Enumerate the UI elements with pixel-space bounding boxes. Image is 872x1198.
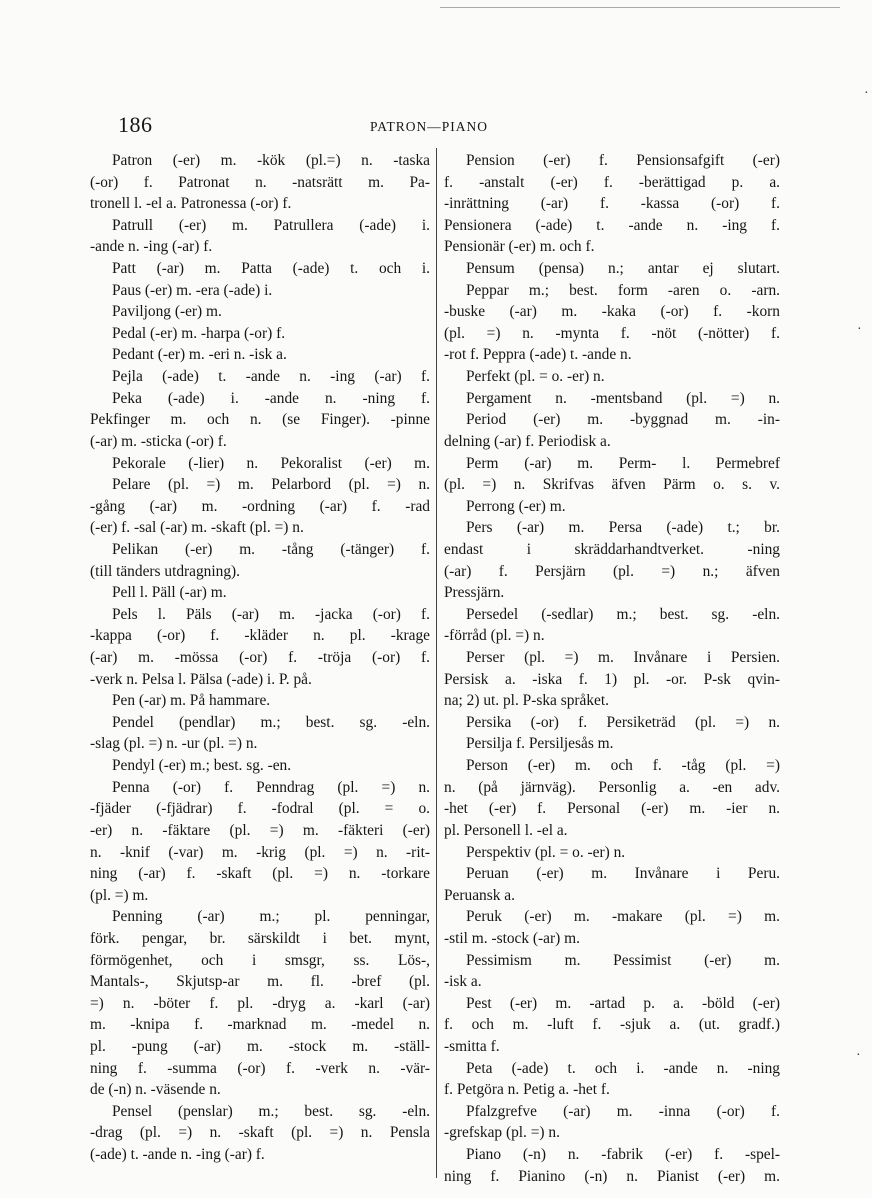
- dictionary-line: (pl. =) n. Skrifvas äfven Pärm o. s. v.: [444, 476, 780, 494]
- dictionary-line: -verk n. Pelsa l. Pälsa (-ade) i. P. på.: [90, 670, 312, 688]
- dictionary-line: pl. -pung (-ar) m. -stock m. -ställ-: [90, 1037, 430, 1055]
- dictionary-line: Pendyl (-er) m.; best. sg. -en.: [112, 757, 292, 775]
- dictionary-line: -drag (pl. =) n. -skaft (pl. =) n. Pensla: [90, 1124, 430, 1142]
- dictionary-line: Peruansk a.: [444, 886, 515, 904]
- dictionary-line: Persilja f. Persiljesås m.: [466, 735, 614, 753]
- dictionary-line: Period (-er) m. -byggnad m. -in-: [466, 411, 780, 429]
- dictionary-line: pl. Personell l. -el a.: [444, 821, 568, 839]
- margin-speck: ·: [857, 322, 862, 337]
- dictionary-line: -gång (-ar) m. -ordning (-ar) f. -rad: [90, 497, 430, 515]
- dictionary-line: Pessimism m. Pessimist (-er) m.: [466, 951, 780, 969]
- dictionary-line: -slag (pl. =) n. -ur (pl. =) n.: [90, 735, 258, 753]
- dictionary-line: endast i skräddarhandtverket. -ning: [444, 540, 780, 558]
- dictionary-line: (-ar) f. Persjärn (pl. =) n.; äfven: [444, 562, 780, 580]
- dictionary-line: -stil m. -stock (-ar) m.: [444, 929, 580, 947]
- top-rule: [440, 7, 840, 8]
- dictionary-line: (pl. =) n. -mynta f. -nöt (-nötter) f.: [444, 324, 780, 342]
- dictionary-line: Patrull (-er) m. Patrullera (-ade) i.: [112, 216, 430, 234]
- dictionary-line: Piano (-n) n. -fabrik (-er) f. -spel-: [466, 1146, 780, 1164]
- dictionary-line: -isk a.: [444, 973, 482, 991]
- dictionary-line: Peruan (-er) m. Invånare i Peru.: [466, 865, 780, 883]
- page-number: 186: [118, 112, 153, 137]
- dictionary-line: Persedel (-sedlar) m.; best. sg. -eln.: [466, 605, 780, 623]
- dictionary-line: Pell l. Päll (-ar) m.: [112, 584, 227, 602]
- dictionary-line: Pensionär (-er) m. och f.: [444, 238, 595, 256]
- dictionary-line: (-er) f. -sal (-ar) m. -skaft (pl. =) n.: [90, 519, 304, 537]
- margin-speck: ·: [864, 86, 869, 101]
- dictionary-line: Perser (pl. =) m. Invånare i Persien.: [466, 649, 780, 667]
- dictionary-line: -fjäder (-fjädrar) f. -fodral (pl. = o.: [90, 800, 430, 818]
- dictionary-line: -grefskap (pl. =) n.: [444, 1124, 560, 1142]
- dictionary-line: ning (-ar) f. -skaft (pl. =) n. -torkare: [90, 865, 430, 883]
- dictionary-line: n. (på järnväg). Personlig a. -en adv.: [444, 778, 780, 796]
- dictionary-line: Peta (-ade) t. och i. -ande n. -ning: [466, 1059, 780, 1077]
- dictionary-line: Perfekt (pl. = o. -er) n.: [466, 368, 605, 386]
- dictionary-line: -het (-er) f. Personal (-er) m. -ier n.: [444, 800, 780, 818]
- dictionary-line: Peka (-ade) i. -ande n. -ning f.: [112, 389, 430, 407]
- dictionary-line: -inrättning (-ar) f. -kassa (-or) f.: [444, 195, 780, 213]
- dictionary-line: =) n. -böter f. pl. -dryg a. -karl (-ar): [90, 994, 430, 1012]
- dictionary-line: Pedal (-er) m. -harpa (-or) f.: [112, 324, 286, 342]
- dictionary-line: Pensum (pensa) n.; antar ej slutart.: [466, 260, 780, 278]
- dictionary-line: Pels l. Päls (-ar) m. -jacka (-or) f.: [112, 605, 430, 623]
- dictionary-line: Penning (-ar) m.; pl. penningar,: [112, 908, 430, 926]
- dictionary-line: Pensionera (-ade) t. -ande n. -ing f.: [444, 216, 780, 234]
- dictionary-line: Paviljong (-er) m.: [112, 303, 222, 321]
- dictionary-line: ning f. Pianino (-n) n. Pianist (-er) m.: [444, 1167, 780, 1185]
- dictionary-line: (-ar) m. -sticka (-or) f.: [90, 432, 227, 450]
- left-column: [90, 150, 430, 1166]
- dictionary-line: Pfalzgrefve (-ar) m. -inna (-or) f.: [466, 1102, 780, 1120]
- dictionary-line: Perspektiv (pl. = o. -er) n.: [466, 843, 626, 861]
- dictionary-line: Pen (-ar) m. På hammare.: [112, 692, 271, 710]
- dictionary-line: Perrong (-er) m.: [466, 497, 566, 515]
- dictionary-line: na; 2) ut. pl. P-ska språket.: [444, 692, 609, 710]
- dictionary-line: f. Petgöra n. Petig a. -het f.: [444, 1081, 610, 1099]
- dictionary-line: Patron (-er) m. -kök (pl.=) n. -taska: [112, 152, 430, 169]
- dictionary-line: Pension (-er) f. Pensionsafgift (-er): [466, 152, 780, 169]
- dictionary-line: Pekorale (-lier) n. Pekoralist (-er) m.: [112, 454, 430, 472]
- dictionary-line: -ande n. -ing (-ar) f.: [90, 238, 213, 256]
- dictionary-line: Peppar m.; best. form -aren o. -arn.: [466, 281, 780, 299]
- dictionary-line: Penna (-or) f. Penndrag (pl. =) n.: [112, 778, 430, 796]
- dictionary-line: Perm (-ar) m. Perm- l. Permebref: [466, 454, 780, 472]
- dictionary-line: förk. pengar, br. särskildt i bet. mynt,: [90, 929, 430, 947]
- page-header: [0, 112, 872, 140]
- dictionary-line: -buske (-ar) m. -kaka (-or) f. -korn: [444, 303, 780, 321]
- dictionary-line: tronell l. -el a. Patronessa (-or) f.: [90, 195, 292, 213]
- dictionary-line: Peruk (-er) m. -makare (pl. =) m.: [466, 908, 780, 926]
- dictionary-line: -er) n. -fäktare (pl. =) m. -fäkteri (-er): [90, 821, 430, 839]
- dictionary-line: Pelare (pl. =) m. Pelarbord (pl. =) n.: [112, 476, 430, 494]
- dictionary-line: -rot f. Peppra (-ade) t. -ande n.: [444, 346, 632, 364]
- dictionary-line: Pendel (pendlar) m.; best. sg. -eln.: [112, 713, 430, 731]
- dictionary-line: Person (-er) m. och f. -tåg (pl. =): [466, 757, 780, 775]
- dictionary-line: (-ade) t. -ande n. -ing (-ar) f.: [90, 1146, 265, 1164]
- dictionary-line: (till tänders utdragning).: [90, 562, 241, 580]
- dictionary-line: m. -knipa f. -marknad m. -medel n.: [90, 1016, 430, 1034]
- dictionary-line: förmögenhet, och i smsgr, ss. Lös-,: [90, 951, 430, 969]
- dictionary-line: Persisk a. -iska f. 1) pl. -or. P-sk qvin-: [444, 670, 780, 688]
- dictionary-line: (-ar) m. -mössa (-or) f. -tröja (-or) f.: [90, 649, 430, 667]
- dictionary-line: ning f. -summa (-or) f. -verk n. -vär-: [90, 1059, 430, 1077]
- dictionary-line: n. -knif (-var) m. -krig (pl. =) n. -rit-: [90, 843, 430, 861]
- dictionary-line: (pl. =) m.: [90, 886, 149, 904]
- dictionary-line: Paus (-er) m. -era (-ade) i.: [112, 281, 273, 299]
- dictionary-line: Pers (-ar) m. Persa (-ade) t.; br.: [466, 519, 780, 537]
- dictionary-line: -förråd (pl. =) n.: [444, 627, 545, 645]
- dictionary-line: f. -anstalt (-er) f. -berättigad p. a.: [444, 173, 780, 191]
- dictionary-line: -smitta f.: [444, 1037, 500, 1055]
- dictionary-line: Pelikan (-er) m. -tång (-tänger) f.: [112, 540, 430, 558]
- dictionary-line: Mantals-, Skjutsp-ar m. fl. -bref (pl.: [90, 973, 430, 991]
- dictionary-line: Pressjärn.: [444, 584, 505, 602]
- dictionary-line: f. och m. -luft f. -sjuk a. (ut. gradf.): [444, 1016, 780, 1034]
- column-divider: [436, 148, 437, 1178]
- dictionary-line: de (-n) n. -väsende n.: [90, 1081, 221, 1099]
- running-head: PATRON—PIANO: [370, 119, 489, 134]
- dictionary-line: delning (-ar) f. Periodisk a.: [444, 432, 611, 450]
- dictionary-line: Pedant (-er) m. -eri n. -isk a.: [112, 346, 287, 364]
- dictionary-line: -kappa (-or) f. -kläder n. pl. -krage: [90, 627, 430, 645]
- dictionary-line: Pensel (penslar) m.; best. sg. -eln.: [112, 1102, 430, 1120]
- dictionary-line: (-or) f. Patronat n. -natsrätt m. Pa-: [90, 173, 430, 191]
- dictionary-line: Persika (-or) f. Persiketräd (pl. =) n.: [466, 713, 780, 731]
- dictionary-line: Pejla (-ade) t. -ande n. -ing (-ar) f.: [112, 368, 430, 386]
- dictionary-line: Pergament n. -mentsband (pl. =) n.: [466, 389, 780, 407]
- dictionary-line: Pekfinger m. och n. (se Finger). -pinne: [90, 411, 430, 429]
- right-column: [444, 150, 780, 1187]
- dictionary-line: Patt (-ar) m. Patta (-ade) t. och i.: [112, 260, 430, 278]
- dictionary-line: Pest (-er) m. -artad p. a. -böld (-er): [466, 994, 780, 1012]
- margin-speck: ·: [856, 1048, 861, 1063]
